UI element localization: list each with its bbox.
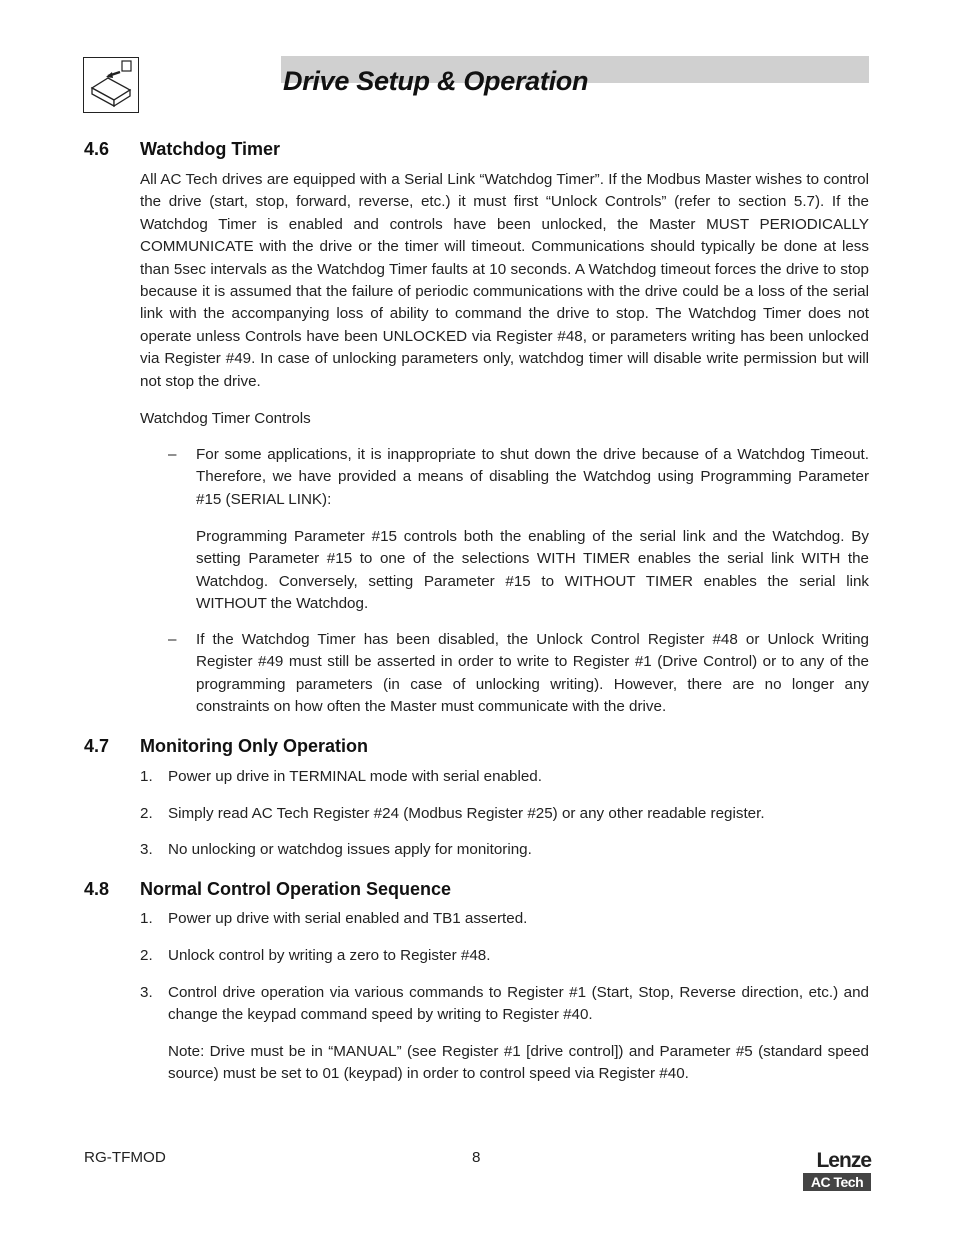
drive-setup-icon	[83, 57, 139, 113]
watchdog-controls-label: Watchdog Timer Controls	[140, 410, 311, 427]
list-item: Control drive operation via various commands to Register #1 (Start, Stop, Reverse direction, etc.) and change the keypad command speed by writing to Register #40.	[168, 984, 869, 1024]
section-title: Monitoring Only Operation	[140, 736, 368, 756]
bullet-disable-watchdog: For some applications, it is inappropriate to shut down the drive because of a Watchdog Timeout. Therefore, we have provided a means of disabling the Watchdog using Programming Parameter #15 (SERIAL LINK):	[196, 446, 869, 508]
footer-page-number: 8	[472, 1149, 481, 1166]
list-item: Simply read AC Tech Register #24 (Modbus Register #25) or any other readable register.	[168, 805, 765, 822]
watchdog-intro-paragraph: All AC Tech drives are equipped with a Serial Link “Watchdog Timer”. If the Modbus Master wishes to control the drive (start, stop, forward, reverse, etc.) it must first “Unlock Controls” (refer to section 5.7). If the Watchdog Timer is enabled and controls have been unlocked, the Master MUST PERIODICALLY COMMUNICATE with the drive or the timer will timeout. Communications should typically be done at less than 5sec intervals as the Watchdog Timer faults at 10 seconds. A Watchdog timeout forces the drive to stop because it is assumed that the failure of periodic communications with the drive could be a loss of the serial link with the accompanying loss of ability to command the drive to stop. The Watchdog Timer does not operate unless Controls have been UNLOCKED via Register #48, or parameters writing has been unlocked via Register #49. In case of unlocking parameters only, watchdog timer will disable write permission but will not stop the drive.	[140, 171, 869, 390]
speed-control-note: Note: Drive must be in “MANUAL” (see Register #1 [drive control]) and Parameter #5 (standard speed source) must be set to 01 (keypad) in order to control speed via Register #40.	[168, 1043, 869, 1083]
section-title: Normal Control Operation Sequence	[140, 879, 452, 899]
list-item: Unlock control by writing a zero to Register #48.	[168, 947, 491, 964]
section-heading-4-6	[84, 139, 280, 160]
list-number: 3.	[140, 984, 153, 1001]
section-heading-4-8	[84, 879, 451, 900]
section-heading-4-7	[84, 736, 368, 757]
logo-lenze-text: Lenze	[816, 1149, 871, 1172]
list-item: No unlocking or watchdog issues apply for monitoring.	[168, 841, 532, 858]
section-number: 4.7	[84, 736, 110, 756]
bullet-marker: –	[168, 631, 177, 648]
bullet-marker: –	[168, 446, 177, 463]
list-number: 3.	[140, 841, 153, 858]
section-title: Watchdog Timer	[140, 139, 281, 159]
list-item: Power up drive in TERMINAL mode with serial enabled.	[168, 768, 542, 785]
list-item: Power up drive with serial enabled and TB1 asserted.	[168, 910, 528, 927]
lenze-actech-logo	[803, 1150, 871, 1191]
bullet-parameter-15: Programming Parameter #15 controls both the enabling of the serial link and the Watchdog. By setting Parameter #15 to one of the selections WITH TIMER enables the serial link WITH the Watchdog. Conversely, setting Parameter #15 to WITHOUT TIMER enables the serial link WITHOUT the Watchdog.	[196, 528, 869, 613]
list-number: 1.	[140, 768, 153, 785]
section-number: 4.6	[84, 139, 110, 159]
logo-actech-text: AC Tech	[803, 1173, 871, 1191]
list-number: 2.	[140, 947, 153, 964]
footer-doc-id: RG-TFMOD	[84, 1149, 166, 1166]
bullet-unlock-registers: If the Watchdog Timer has been disabled, the Unlock Control Register #48 or Unlock Writing Register #49 must still be asserted in order to write to Register #1 (Drive Control) or to any of the programming parameters (in case of unlocking writing). However, there are no longer any constraints on how often the Master must communicate with the drive.	[196, 631, 869, 716]
section-number: 4.8	[84, 879, 110, 899]
list-number: 2.	[140, 805, 153, 822]
list-number: 1.	[140, 910, 153, 927]
page-title: Drive Setup & Operation	[283, 66, 589, 96]
